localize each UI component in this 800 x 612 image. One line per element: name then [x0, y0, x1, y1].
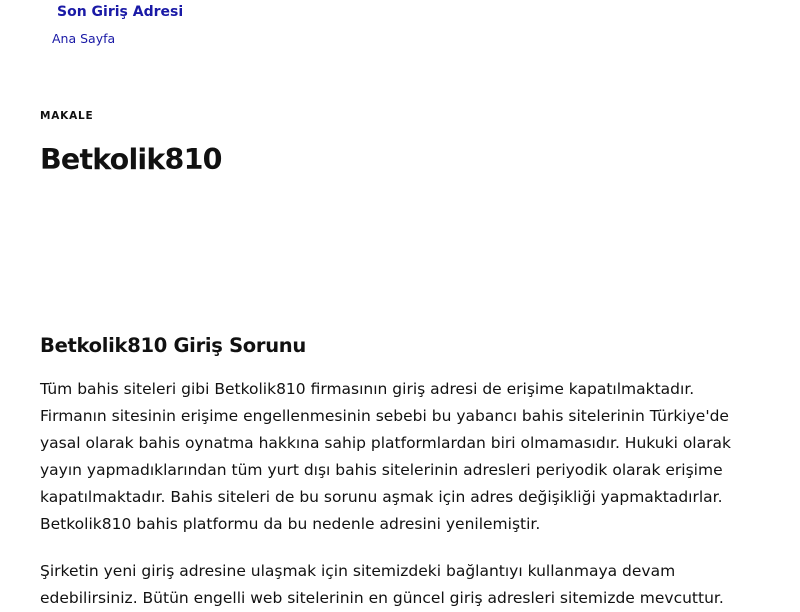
page-title: Betkolik810 — [40, 143, 222, 176]
nav-link-home[interactable]: Ana Sayfa — [52, 31, 116, 46]
article-paragraph-2 — [40, 558, 724, 612]
paragraph-line: kapatılmaktadır. Bahis siteleri de bu sorunu aşmak için adres değişikliği yapmaktadırlar. — [40, 488, 723, 506]
nav-item-home — [52, 28, 115, 47]
paragraph-line: Firmanın sitesinin erişime engellenmesinin sebebi bu yabancı bahis sitelerinin Türkiye'de — [40, 407, 729, 425]
article-paragraph-1 — [40, 376, 731, 538]
paragraph-line: yasal olarak bahis oynatma hakkına sahip platformlardan biri olmamasıdır. Hukuki olarak — [40, 434, 731, 452]
paragraph-line: Betkolik810 bahis platformu da bu nedenle adresini yenilemiştir. — [40, 515, 541, 533]
paragraph-line: edebilirsiniz. Bütün engelli web sitelerinin en güncel giriş adresleri sitemizde mevcuttur. — [40, 589, 724, 607]
main-nav — [52, 28, 115, 47]
article-category: MAKALE — [40, 110, 94, 122]
site-title-link[interactable]: Son Giriş Adresi — [57, 4, 184, 20]
paragraph-line: Tüm bahis siteleri gibi Betkolik810 firmasının giriş adresi de erişime kapatılmaktadır. — [40, 380, 695, 398]
paragraph-line: yayın yapmadıklarından tüm yurt dışı bahis sitelerinin adresleri periyodik olarak erişime — [40, 461, 723, 479]
section-heading: Betkolik810 Giriş Sorunu — [40, 334, 306, 357]
paragraph-line: Şirketin yeni giriş adresine ulaşmak için sitemizdeki bağlantıyı kullanmaya devam — [40, 562, 676, 580]
